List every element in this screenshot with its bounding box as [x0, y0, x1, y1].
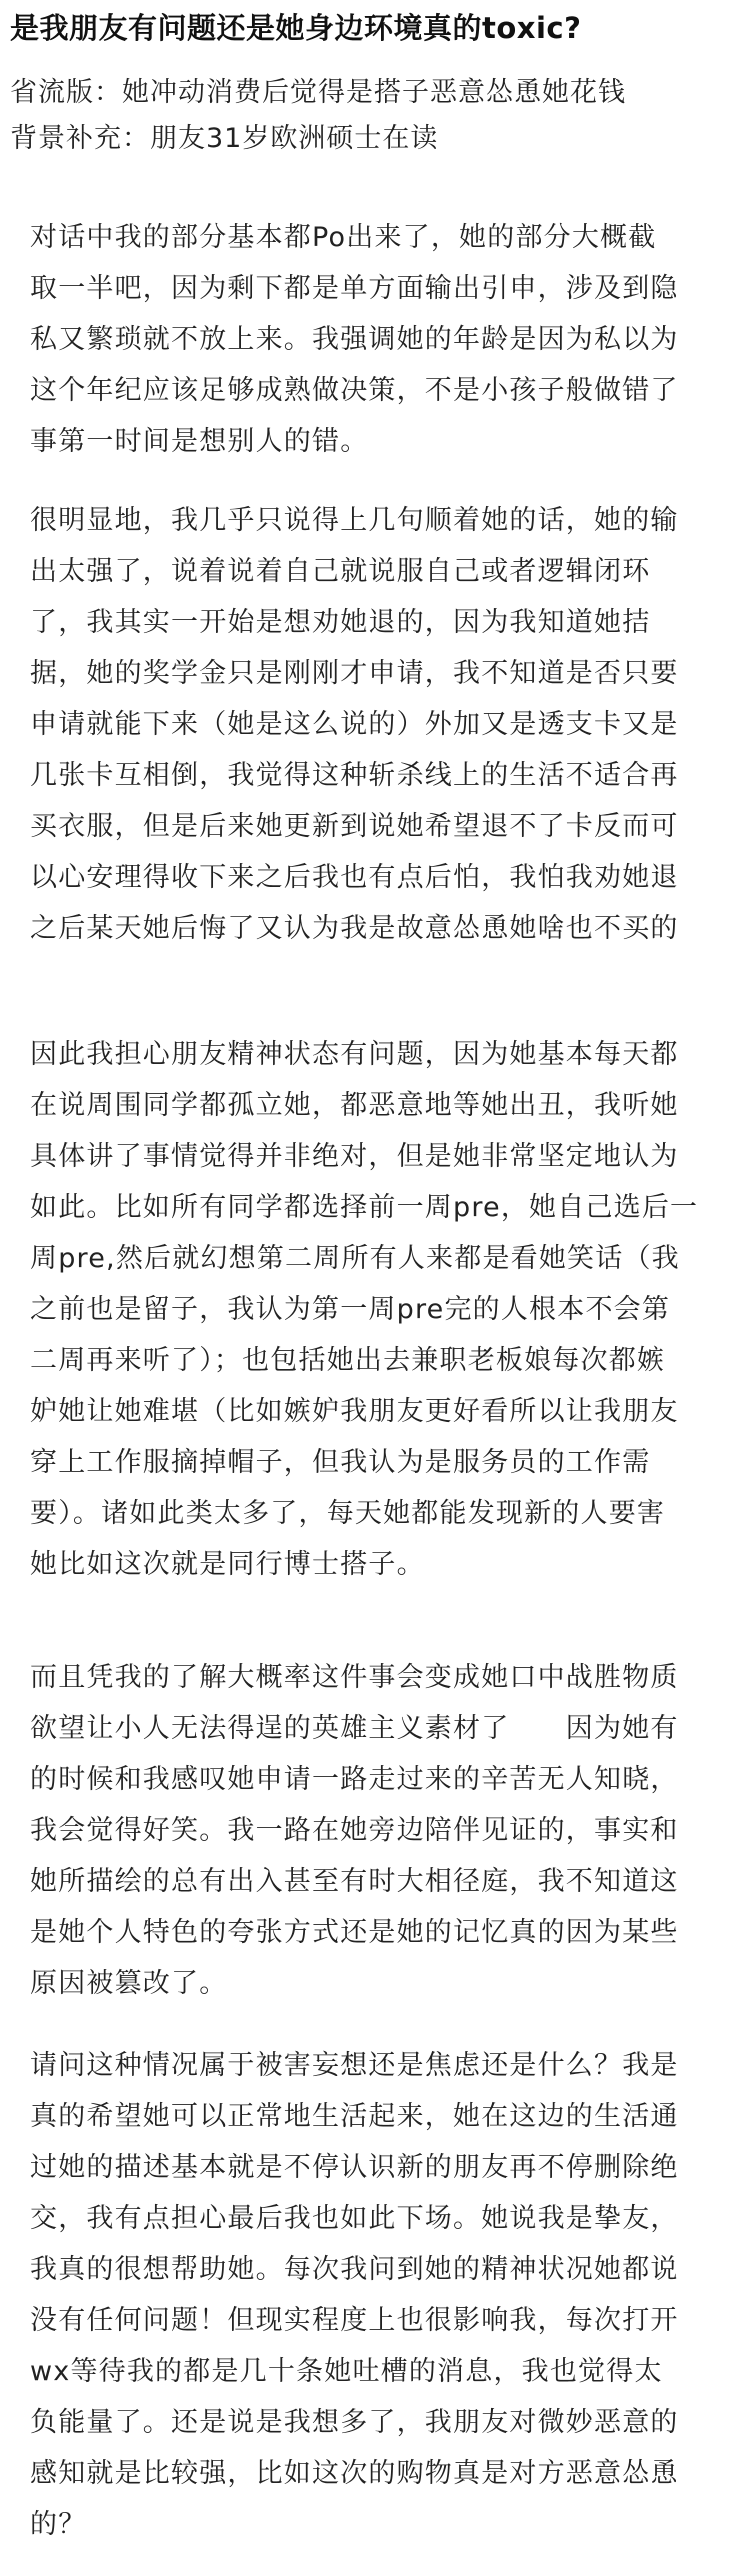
text-line: 周pre,然后就幻想第二周所有人来都是看她笑话（我	[30, 1243, 680, 1274]
text-line: 我真的很想帮助她。每次我问到她的精神状况她都说	[30, 2254, 679, 2285]
text-line: 妒她让她难堪（比如嫉妒我朋友更好看所以让我朋友	[30, 1396, 679, 1427]
text-line: 我会觉得好笑。我一路在她旁边陪伴见证的，事实和	[30, 1815, 679, 1846]
text-line: 的？	[30, 2509, 87, 2540]
text-line: wx等待我的都是几十条她吐槽的消息，我也觉得太	[30, 2356, 663, 2387]
text-line: 原因被篡改了。	[30, 1968, 228, 1999]
paragraph-5	[30, 2040, 730, 2550]
text-line: 对话中我的部分基本都Po出来了，她的部分大概截	[30, 222, 657, 253]
text-line: 据，她的奖学金只是刚刚才申请，我不知道是否只要	[30, 658, 679, 689]
text-line: 的时候和我感叹她申请一路走过来的辛苦无人知晓，	[30, 1764, 679, 1795]
text-line: 请问这种情况属于被害妄想还是焦虑还是什么？我是	[30, 2050, 679, 2081]
text-line: 二周再来听了）；也包括她出去兼职老板娘每次都嫉	[30, 1345, 666, 1376]
text-line: 如此。比如所有同学都选择前一周pre，她自己选后一	[30, 1192, 699, 1223]
text-line: 穿上工作服摘掉帽子，但我认为是服务员的工作需	[30, 1447, 651, 1478]
text-line: 出太强了，说着说着自己就说服自己或者逻辑闭环	[30, 556, 651, 587]
text-line: 具体讲了事情觉得并非绝对，但是她非常坚定地认为	[30, 1141, 679, 1172]
paragraph-3	[30, 1029, 730, 1590]
text-line: 因此我担心朋友精神状态有问题，因为她基本每天都	[30, 1039, 679, 1070]
text-line: 这个年纪应该足够成熟做决策，不是小孩子般做错了	[30, 375, 679, 406]
text-line: 她所描绘的总有出入甚至有时大相径庭，我不知道这	[30, 1866, 679, 1897]
text-line: 买衣服，但是后来她更新到说她希望退不了卡反而可	[30, 811, 679, 842]
post-title: 是我朋友有问题还是她身边环境真的toxic?	[10, 11, 582, 45]
text-line: 几张卡互相倒，我觉得这种斩杀线上的生活不适合再	[30, 760, 679, 791]
text-line: 她比如这次就是同行博士搭子。	[30, 1549, 425, 1580]
text-line: 感知就是比较强，比如这次的购物真是对方恶意怂恿	[30, 2458, 679, 2489]
text-line: 申请就能下来（她是这么说的）外加又是透支卡又是	[30, 709, 679, 740]
text-line: 欲望让小人无法得逞的英雄主义素材了 因为她有	[30, 1713, 679, 1744]
text-line: 私又繁琐就不放上来。我强调她的年龄是因为私以为	[30, 324, 679, 355]
text-line: 是她个人特色的夸张方式还是她的记忆真的因为某些	[30, 1917, 679, 1948]
text-line: 没有任何问题！但现实程度上也很影响我，每次打开	[30, 2305, 679, 2336]
paragraph-2	[30, 495, 730, 954]
post-background: 背景补充：朋友31岁欧洲硕士在读	[10, 123, 439, 154]
text-line: 之后某天她后悔了又认为我是故意怂恿她啥也不买的	[30, 913, 679, 944]
text-line: 了，我其实一开始是想劝她退的，因为我知道她拮	[30, 607, 651, 638]
text-line: 而且凭我的了解大概率这件事会变成她口中战胜物质	[30, 1662, 679, 1693]
paragraph-1	[30, 212, 730, 467]
text-line: 交，我有点担心最后我也如此下场。她说我是挚友，	[30, 2203, 679, 2234]
text-line: 在说周围同学都孤立她，都恶意地等她出丑，我听她	[30, 1090, 679, 1121]
text-line: 之前也是留子，我认为第一周pre完的人根本不会第	[30, 1294, 671, 1325]
text-line: 过她的描述基本就是不停认识新的朋友再不停删除绝	[30, 2152, 679, 2183]
text-line: 负能量了。还是说是我想多了，我朋友对微妙恶意的	[30, 2407, 679, 2438]
text-line: 真的希望她可以正常地生活起来，她在这边的生活通	[30, 2101, 679, 2132]
paragraph-4	[30, 1652, 730, 2009]
text-line: 事第一时间是想别人的错。	[30, 426, 369, 457]
text-line: 以心安理得收下来之后我也有点后怕，我怕我劝她退	[30, 862, 679, 893]
post-summary: 省流版：她冲动消费后觉得是搭子恶意怂恿她花钱	[10, 77, 626, 108]
text-line: 取一半吧，因为剩下都是单方面输出引申，涉及到隐	[30, 273, 679, 304]
text-line: 很明显地，我几乎只说得上几句顺着她的话，她的输	[30, 505, 679, 536]
text-line: 要）。诸如此类太多了，每天她都能发现新的人要害	[30, 1498, 666, 1529]
